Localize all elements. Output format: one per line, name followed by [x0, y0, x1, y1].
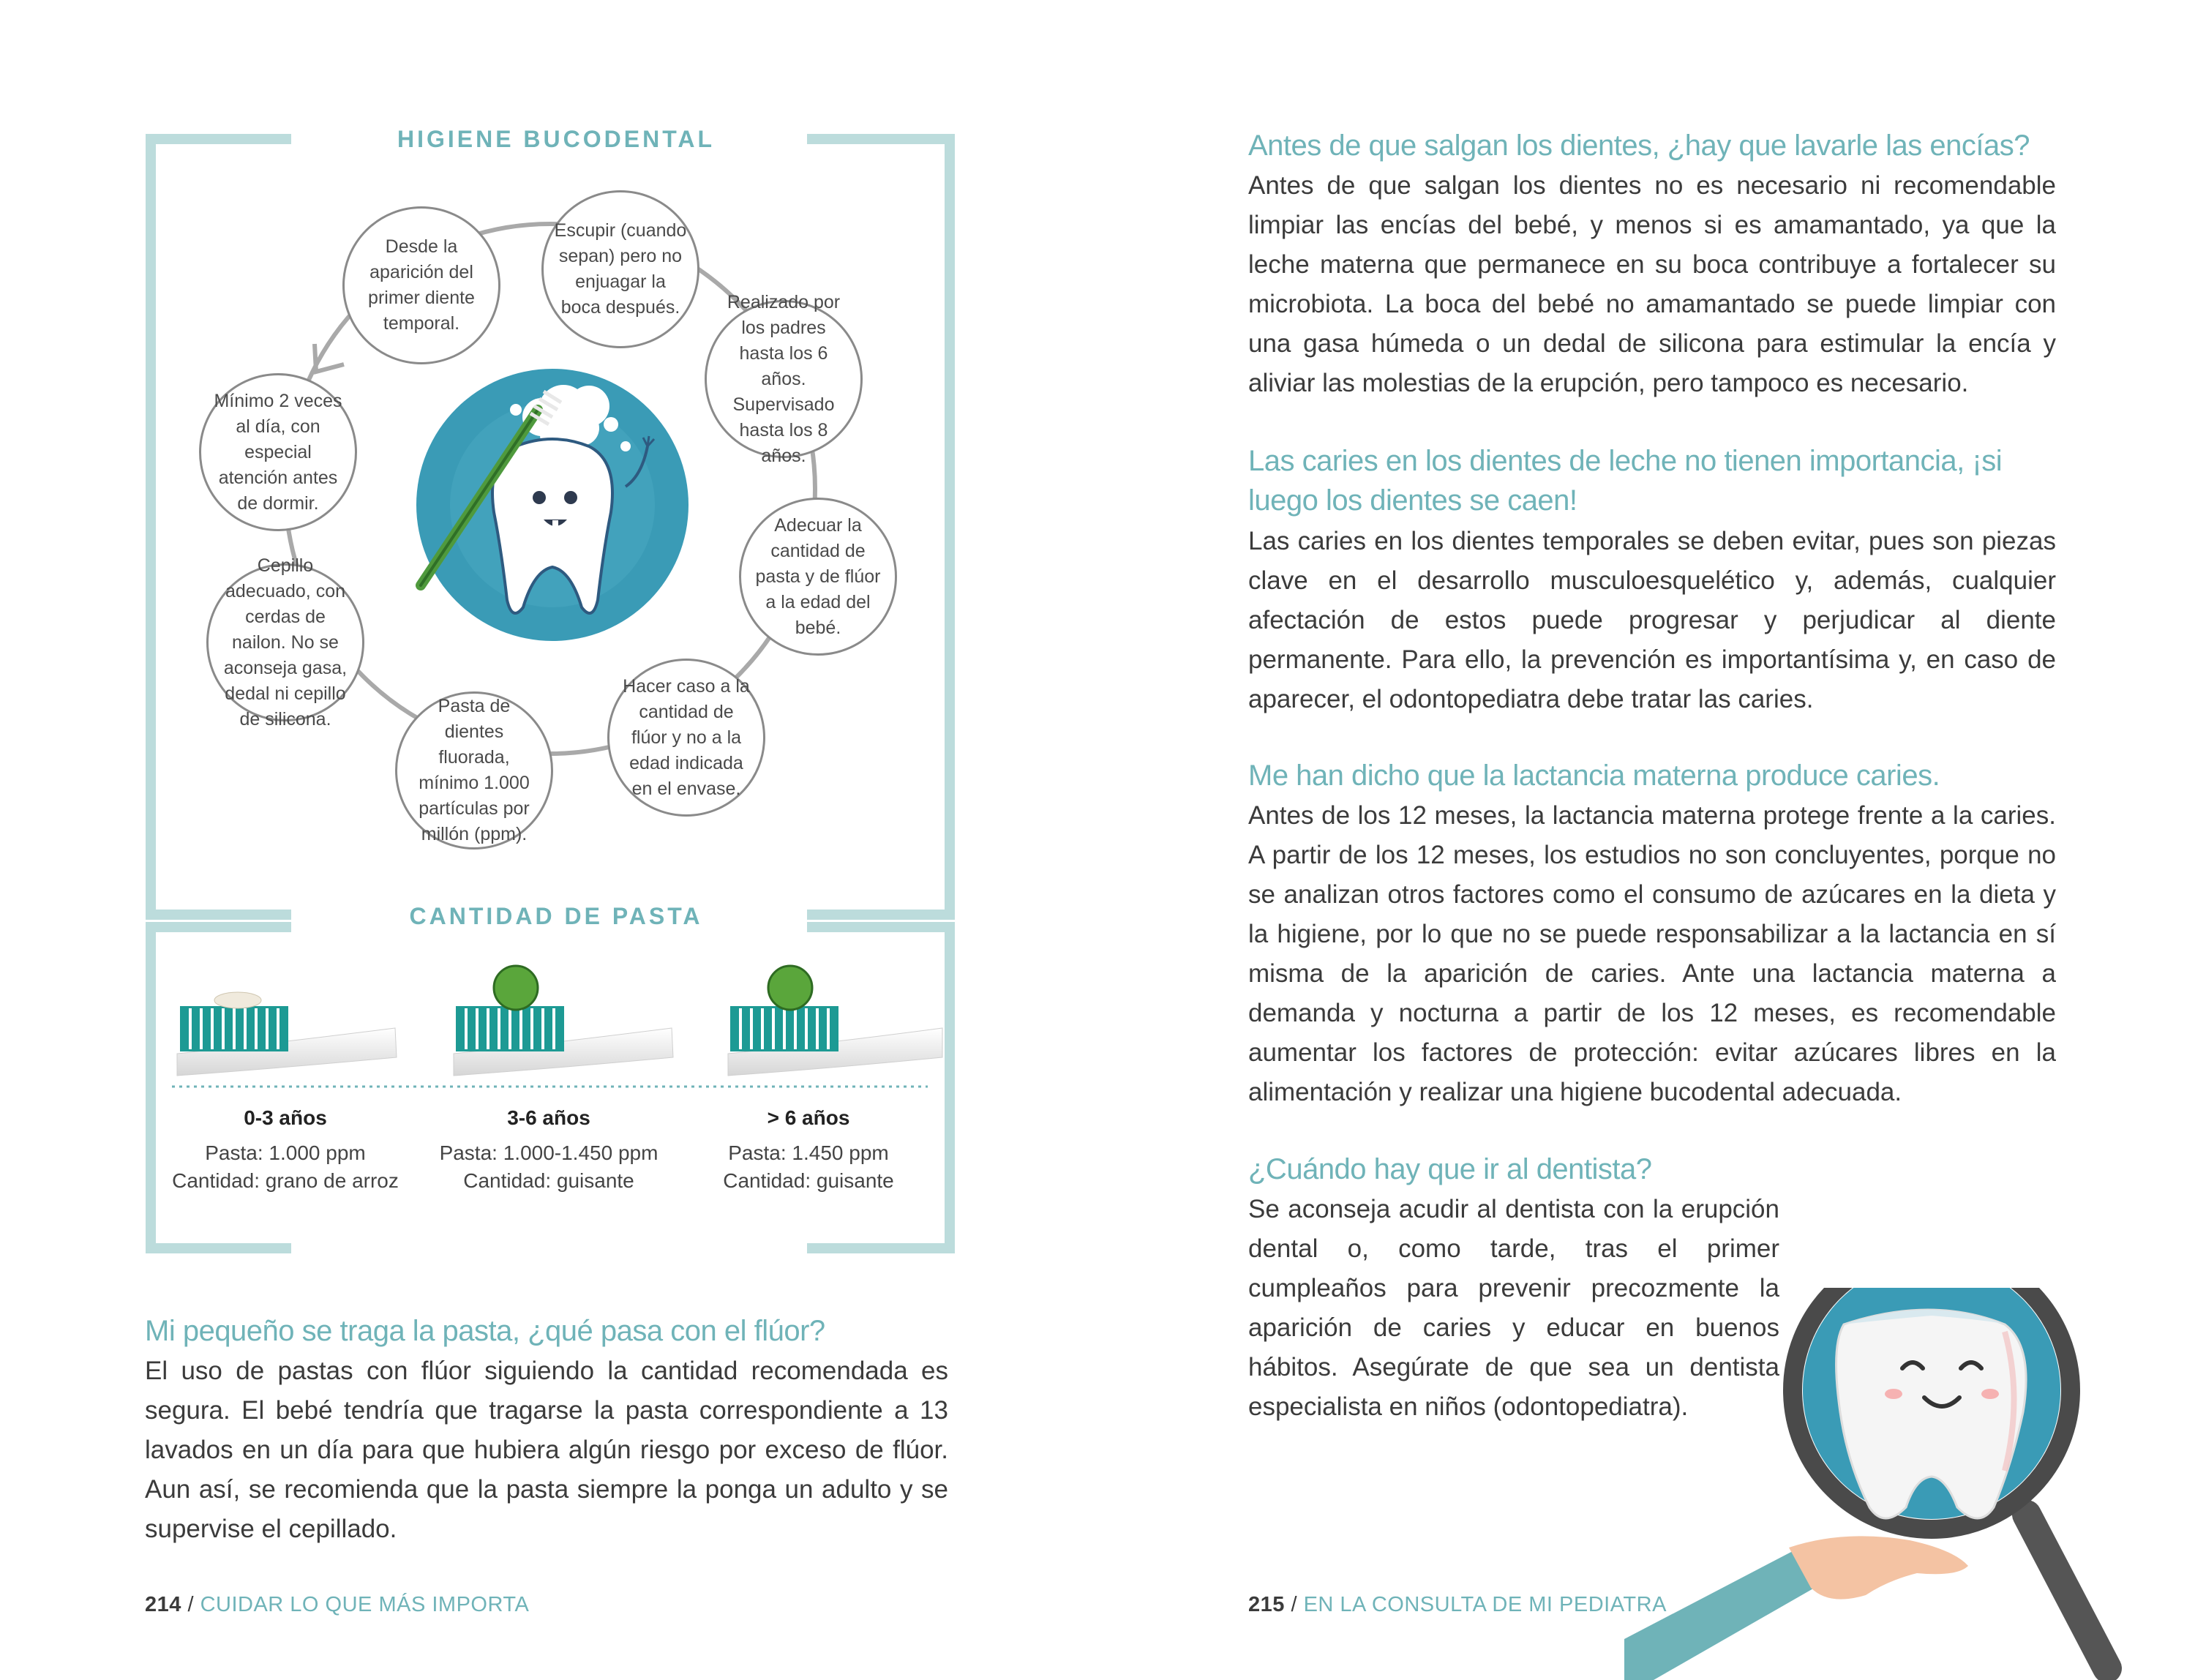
age-cantidad-6plus: Cantidad: guisante	[723, 1169, 894, 1192]
toothbrush-rice	[177, 992, 397, 1076]
toothbrushes-illustration	[168, 959, 944, 1094]
folio-separator: /	[187, 1593, 195, 1616]
age-title-6plus: > 6 años	[767, 1106, 850, 1129]
heading-caries-leche: Las caries en los dientes de leche no tienen importancia, ¡si luego los dientes se caen!	[1248, 445, 2003, 517]
heading-fluor: Mi pequeño se traga la pasta, ¿qué pasa con el flúor?	[145, 1315, 825, 1347]
page-number: 215	[1248, 1593, 1285, 1616]
paragraph-caries-leche: Las caries en los dientes temporales se deben evitar, pues son piezas clave en el desarrollo musculoesquelético y, además, cualquier afectación de estos puede progresar y perjudicar al diente permanente. Para ello, la prevención es importantísima y, en caso de aparecer, el odontopediatra debe tratar las caries.	[1248, 527, 2056, 713]
bubble-minimo: Mínimo 2 veces al día, con especial atención antes de dormir.	[199, 373, 357, 531]
bubble-pasta: Pasta de dientes fluorada, mínimo 1.000 partículas por millón (ppm).	[395, 691, 553, 850]
folio-separator: /	[1291, 1593, 1298, 1616]
paragraph-lactancia: Antes de los 12 meses, la lactancia materna protege frente a la caries. A partir de los 12 meses, los estudios no son concluyentes, porque no se analizan otros factores como el consumo de azúcares en la dieta y la higiene, por lo que no se puede responsabilizar a la lactancia en sí misma de la aparición de caries. Ante una lactancia materna a demanda y nocturna a partir de los 12 meses, es recomendable aumentar los factores de protección: evitar azúcares libres en la alimentación y realizar una higiene bucodental adecuada.	[1248, 801, 2056, 1106]
folio-left	[145, 1593, 529, 1617]
age-cantidad-0-3: Cantidad: grano de arroz	[172, 1169, 399, 1192]
bubble-escupir: Escupir (cuando sepan) pero no enjuagar la boca después.	[541, 190, 699, 348]
heading-lactancia: Me han dicho que la lactancia materna produce caries.	[1248, 760, 1940, 792]
paragraph-encias: Antes de que salgan los dientes no es necesario ni recomendable limpiar las encías del bebé, y menos si es amamantado, ya que la leche materna que permanece en su boca contribuye a fortalecer su microbiota. La boca del bebé no amamantado se puede limpiar con una gasa húmeda o un dedal de silicona para estimular la encía y aliviar las molestias de la erupción, pero tampoco es necesario.	[1248, 171, 2056, 397]
paragraph-fluor: El uso de pastas con flúor siguiendo la cantidad recomendada es segura. El bebé tendría que tragarse la pasta correspondiente a 13 lavados en un día para que hubiera algún riesgo por exceso de flúor. Aun así, se recomienda que la pasta siempre la ponga un adulto y se supervise el cepillado.	[145, 1357, 948, 1543]
bubble-cantidad: Adecuar la cantidad de pasta y de flúor a la edad del bebé.	[739, 498, 897, 656]
age-pasta-6plus: Pasta: 1.450 ppm	[728, 1141, 889, 1164]
pasta-title: CANTIDAD DE PASTA	[409, 903, 703, 929]
tooth-brush-illustration	[406, 366, 699, 644]
toothbrush-pea-2	[728, 966, 942, 1076]
bubble-padres: Realizado por los padres hasta los 6 años. Supervisado hasta los 8 años.	[705, 300, 863, 458]
age-pasta-3-6: Pasta: 1.000-1.450 ppm	[439, 1141, 658, 1164]
age-pasta-0-3: Pasta: 1.000 ppm	[205, 1141, 366, 1164]
bubble-fluor: Hacer caso a la cantidad de flúor y no a la edad indicada en el envase.	[607, 659, 765, 817]
paragraph-dentista: Se aconseja acudir al dentista con la erupción dental o, como tarde, tras el primer cumpleaños para prevenir precozmente la aparición de caries y educar en buenos hábitos. Asegúrate de que sea un dentista especialista en niños (odontopediatra).	[1248, 1195, 1779, 1421]
magnifier-illustration	[1624, 1288, 2195, 1680]
page-number: 214	[145, 1593, 181, 1616]
toothbrush-pea-1	[454, 966, 673, 1076]
age-title-0-3: 0-3 años	[244, 1106, 327, 1129]
bubble-cepillo: Cepillo adecuado, con cerdas de nailon. No se aconseja gasa, dedal ni cepillo de silicona.	[206, 563, 364, 721]
heading-encias: Antes de que salgan los dientes, ¿hay que lavarle las encías?	[1248, 130, 2030, 162]
folio-right	[1248, 1593, 1667, 1617]
age-title-3-6: 3-6 años	[507, 1106, 590, 1129]
bubble-aparicion: Desde la aparición del primer diente temporal.	[342, 206, 500, 364]
heading-dentista: ¿Cuándo hay que ir al dentista?	[1248, 1153, 1652, 1185]
running-title: CUIDAR LO QUE MÁS IMPORTA	[200, 1593, 530, 1616]
age-cantidad-3-6: Cantidad: guisante	[463, 1169, 634, 1192]
higiene-title: HIGIENE BUCODENTAL	[397, 126, 716, 152]
running-title: EN LA CONSULTA DE MI PEDIATRA	[1303, 1593, 1667, 1616]
